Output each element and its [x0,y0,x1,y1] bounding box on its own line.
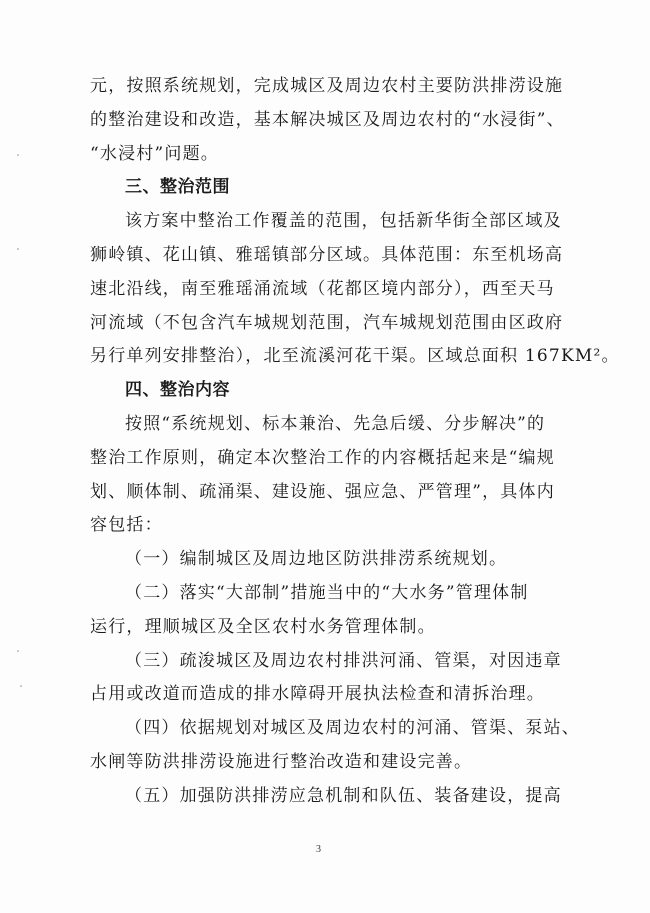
section-heading-content: 四、整治内容 [125,380,230,401]
text-line: 狮岭镇、花山镇、雅瑶镇部分区域。具体范围：东至机场高 [90,244,564,265]
text-line: 运行，理顺城区及全区农村水务管理体制。 [90,616,436,637]
text-line: “水浸村”问题。 [90,143,219,164]
text-line: 划、顺体制、疏涌渠、建设施、强应急、严管理”，具体内 [90,481,555,502]
list-item: （二）落实“大部制”措施当中的“大水务”管理体制 [125,582,529,603]
text-line: 整治工作原则，确定本次整治工作的内容概括起来是“编规 [90,447,555,468]
text-line: 水闸等防洪排涝设施进行整治改造和建设完善。 [90,751,473,772]
scan-speck [20,685,22,687]
text-line: 占用或改道而造成的排水障碍开展执法检查和清拆治理。 [90,684,545,705]
section-heading-scope: 三、整治范围 [125,177,230,198]
list-item: （三）疏浚城区及周边农村排洪河涌、管渠，对因违章 [125,650,562,671]
list-item: （四）依据规划对城区及周边农村的河涌、管渠、泵站、 [125,718,580,739]
text-line: 速北沿线，南至雅瑶涌流域（花都区境内部分），西至天马 [90,278,555,299]
text-line: 按照“系统规划、标本兼治、先急后缓、分步解决”的 [125,413,546,434]
document-body [90,70,620,814]
text-line: 容包括： [90,515,163,536]
scan-speck [17,154,19,156]
text-line: 元，按照系统规划，完成城区及周边农村主要防洪排涝设施 [90,76,564,96]
page-number: 3 [316,844,321,855]
list-item: （五）加强防洪排涝应急机制和队伍、装备建设，提高 [125,785,562,806]
list-item: （一）编制城区及周边地区防洪排涝系统规划。 [125,549,508,570]
text-line: 另行单列安排整治），北至流溪河花干渠。区域总面积 167KM²。 [90,346,620,367]
text-line: 该方案中整治工作覆盖的范围，包括新华街全部区域及 [125,211,562,232]
text-line: 的整治建设和改造，基本解决城区及周边农村的“水浸街”、 [90,109,565,130]
text-line: 河流域（不包含汽车城规划范围，汽车城规划范围由区政府 [90,312,564,333]
scan-speck [17,248,19,250]
scan-speck [17,650,19,652]
